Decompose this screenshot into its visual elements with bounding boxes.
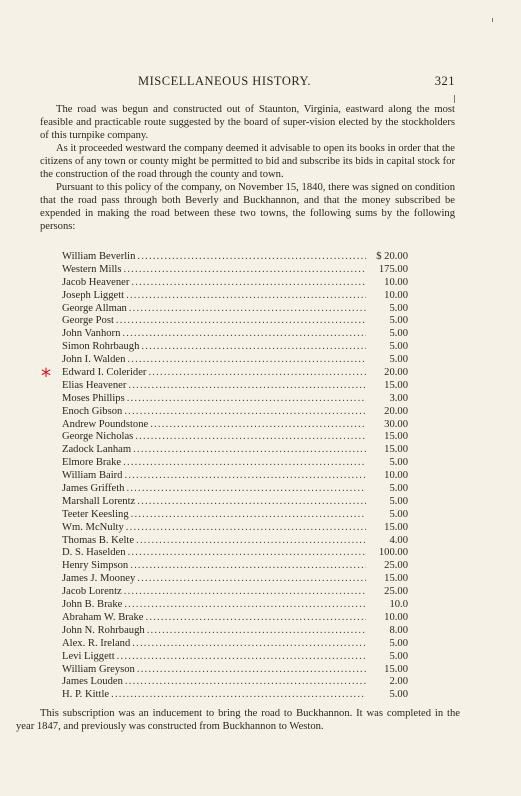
running-header <box>40 74 455 90</box>
subscription-amount: 5.00 <box>389 689 408 701</box>
subscriber-row <box>62 651 408 664</box>
subscriber-name: George Allman <box>62 302 127 314</box>
dot-leader <box>141 341 366 354</box>
subscriber-row <box>62 315 408 328</box>
subscriber-name: H. P. Kittle <box>62 689 110 701</box>
subscriber-row <box>62 393 408 406</box>
subscriber-name: William Greyson <box>62 663 135 675</box>
subscription-amount: 100.00 <box>378 547 408 559</box>
subscription-amount: 15.00 <box>384 431 408 443</box>
dot-leader <box>111 689 366 702</box>
dot-leader <box>126 290 366 303</box>
dot-leader <box>124 470 366 483</box>
subscription-amount: 10.00 <box>384 470 408 482</box>
subscription-amount: 5.00 <box>389 650 408 662</box>
subscriber-row <box>62 251 408 264</box>
dot-leader <box>129 303 366 316</box>
subscriber-name: Elias Heavener <box>62 379 127 391</box>
dot-leader <box>124 599 366 612</box>
subscription-amount: 10.00 <box>384 611 408 623</box>
subscription-amount: 25.00 <box>384 560 408 572</box>
subscriber-row <box>62 341 408 354</box>
subscription-amount: 15.00 <box>384 521 408 533</box>
dot-leader <box>137 664 366 677</box>
subscriber-name: George Post <box>62 315 114 327</box>
subscriber-row <box>62 535 408 548</box>
subscriber-row <box>62 496 408 509</box>
subscriber-row <box>62 367 408 380</box>
dot-leader <box>116 315 366 328</box>
subscriber-row <box>62 354 408 367</box>
subscription-amount: 8.00 <box>389 624 408 636</box>
subscriber-name: Moses Phillips <box>62 392 125 404</box>
dot-leader <box>127 393 366 406</box>
subscription-amount: 15.00 <box>384 663 408 675</box>
subscriber-name: D. S. Haselden <box>62 547 126 559</box>
dot-leader <box>127 354 366 367</box>
subscriber-name: Thomas B. Kelte <box>62 534 135 546</box>
subscriber-row <box>62 522 408 535</box>
subscription-amount: 5.00 <box>389 637 408 649</box>
intro-text <box>40 103 455 233</box>
dot-leader <box>122 328 366 341</box>
page-number: 321 <box>434 74 455 88</box>
dot-leader <box>147 625 366 638</box>
subscriber-name: Joseph Liggett <box>62 289 125 301</box>
subscriber-row <box>62 277 408 290</box>
subscriber-row <box>62 483 408 496</box>
dot-leader <box>126 522 366 535</box>
subscription-amount: 15.00 <box>384 444 408 456</box>
dot-leader <box>126 483 366 496</box>
subscription-amount: 5.00 <box>389 341 408 353</box>
dot-leader <box>131 509 366 522</box>
subscriber-row <box>62 638 408 651</box>
subscription-amount: 3.00 <box>389 392 408 404</box>
subscriber-row <box>62 547 408 560</box>
subscriber-row <box>62 264 408 277</box>
subscription-amount: 10.00 <box>384 289 408 301</box>
subscriber-name: Jacob Heavener <box>62 276 130 288</box>
red-asterisk-annotation: * <box>41 364 51 388</box>
subscriber-name: Edward I. Colerider <box>62 367 147 379</box>
subscriber-name: Western Mills <box>62 263 122 275</box>
subscription-amount: 5.00 <box>389 328 408 340</box>
subscriber-row <box>62 612 408 625</box>
dot-leader <box>125 676 366 689</box>
subscriber-name: John N. Rohrbaugh <box>62 624 145 636</box>
dot-leader <box>123 457 366 470</box>
subscriber-name: John I. Walden <box>62 354 126 366</box>
subscriber-name: Simon Rohrbaugh <box>62 341 140 353</box>
dot-leader <box>132 638 366 651</box>
subscription-amount: 5.00 <box>389 457 408 469</box>
subscriber-name: Alex. R. Ireland <box>62 637 131 649</box>
margin-mark <box>492 18 493 22</box>
paragraph: Pursuant to this policy of the company, on November 15, 1840, there was signed on condition that the road pass through both Beverly and Buckhannon, and that the money subscribed be expended in making the road between these two towns, the following sums by the following persons: <box>40 182 455 232</box>
subscriber-row <box>62 419 408 432</box>
subscription-amount: 15.00 <box>384 379 408 391</box>
dot-leader <box>133 444 366 457</box>
dot-leader <box>137 496 366 509</box>
subscriber-row <box>62 406 408 419</box>
subscriber-name: Marshall Lorentz <box>62 495 136 507</box>
subscription-amount: 30.00 <box>384 418 408 430</box>
subscription-amount: 20.00 <box>384 405 408 417</box>
subscription-amount: 2.00 <box>389 676 408 688</box>
subscription-amount: 5.00 <box>389 354 408 366</box>
margin-mark <box>454 95 455 103</box>
subscriber-name: James Louden <box>62 676 123 688</box>
dot-leader <box>137 573 366 586</box>
subscriber-name: William Baird <box>62 470 123 482</box>
subscriber-row <box>62 599 408 612</box>
subscriber-name: John Vanhorn <box>62 328 121 340</box>
subscriber-name: William Beverlin <box>62 251 136 262</box>
subscription-amount: 20.00 <box>384 367 408 379</box>
dot-leader <box>135 431 366 444</box>
subscription-amount: 5.00 <box>389 495 408 507</box>
dot-leader <box>150 419 366 432</box>
subscriber-name: Andrew Poundstone <box>62 418 149 430</box>
subscriber-row <box>62 444 408 457</box>
dot-leader <box>124 586 366 599</box>
subscriber-list <box>62 251 408 702</box>
subscriber-name: James J. Mooney <box>62 573 136 585</box>
subscriber-row <box>62 625 408 638</box>
subscriber-name: Teeter Keesling <box>62 508 129 520</box>
subscription-amount: 5.00 <box>389 302 408 314</box>
dot-leader <box>130 560 366 573</box>
subscriber-name: John B. Brake <box>62 599 123 611</box>
subscriber-row <box>62 303 408 316</box>
subscriber-row <box>62 586 408 599</box>
dot-leader <box>146 612 367 625</box>
subscriber-row <box>62 328 408 341</box>
subscriber-row <box>62 664 408 677</box>
subscription-amount: 25.00 <box>384 586 408 598</box>
subscriber-row <box>62 560 408 573</box>
subscription-amount: 5.00 <box>389 315 408 327</box>
subscription-amount: 10.0 <box>389 599 408 611</box>
dot-leader <box>131 277 366 290</box>
subscriber-name: Wm. McNulty <box>62 521 124 533</box>
dot-leader <box>124 406 366 419</box>
dot-leader <box>117 651 366 664</box>
dot-leader <box>128 380 366 393</box>
paragraph: This subscription was an inducement to bring the road to Buckhannon. It was completed in the year 1847, and previously was constructed from Buckhannon to Weston. <box>16 708 460 732</box>
subscriber-row <box>62 509 408 522</box>
subscriber-row <box>62 457 408 470</box>
subscription-amount: 175.00 <box>378 263 408 275</box>
subscriber-row <box>62 676 408 689</box>
subscription-amount: 4.00 <box>389 534 408 546</box>
subscriber-row <box>62 290 408 303</box>
subscriber-row <box>62 470 408 483</box>
subscriber-row <box>62 380 408 393</box>
paragraph: The road was begun and constructed out of Staunton, Virginia, eastward along the most feasible and practicable route suggested by the board of super-vision elected by the stockholders of this turnpike company. <box>40 104 455 141</box>
subscriber-name: Elmore Brake <box>62 457 122 469</box>
paragraph: As it proceeded westward the company deemed it advisable to open its books in order that the citizens of any town or county might be permitted to bid and subscribe its bids in capital stock for the construction of the road through the county and town. <box>40 143 455 180</box>
subscriber-name: Levi Liggett <box>62 650 115 662</box>
subscriber-name: Jacob Lorentz <box>62 586 122 598</box>
subscriber-name: Abraham W. Brake <box>62 611 144 623</box>
subscriber-name: George Nicholas <box>62 431 134 443</box>
subscription-amount: 15.00 <box>384 573 408 585</box>
dot-leader <box>128 547 366 560</box>
subscription-amount: 10.00 <box>384 276 408 288</box>
subscriber-name: Enoch Gibson <box>62 405 123 417</box>
subscriber-name: Zadock Lanham <box>62 444 132 456</box>
subscriber-row <box>62 431 408 444</box>
subscriber-name: James Griffeth <box>62 483 125 495</box>
subscription-amount: 5.00 <box>389 508 408 520</box>
subscriber-row <box>62 573 408 586</box>
header-title: MISCELLANEOUS HISTORY. <box>138 74 312 88</box>
subscription-amount: 5.00 <box>389 483 408 495</box>
dot-leader <box>137 251 366 264</box>
subscription-amount: $ 20.00 <box>376 251 408 262</box>
subscriber-row <box>62 689 408 702</box>
dot-leader <box>123 264 366 277</box>
subscriber-name: Henry Simpson <box>62 560 129 572</box>
dot-leader <box>148 367 366 380</box>
dot-leader <box>136 535 366 548</box>
closing-text <box>16 707 460 733</box>
